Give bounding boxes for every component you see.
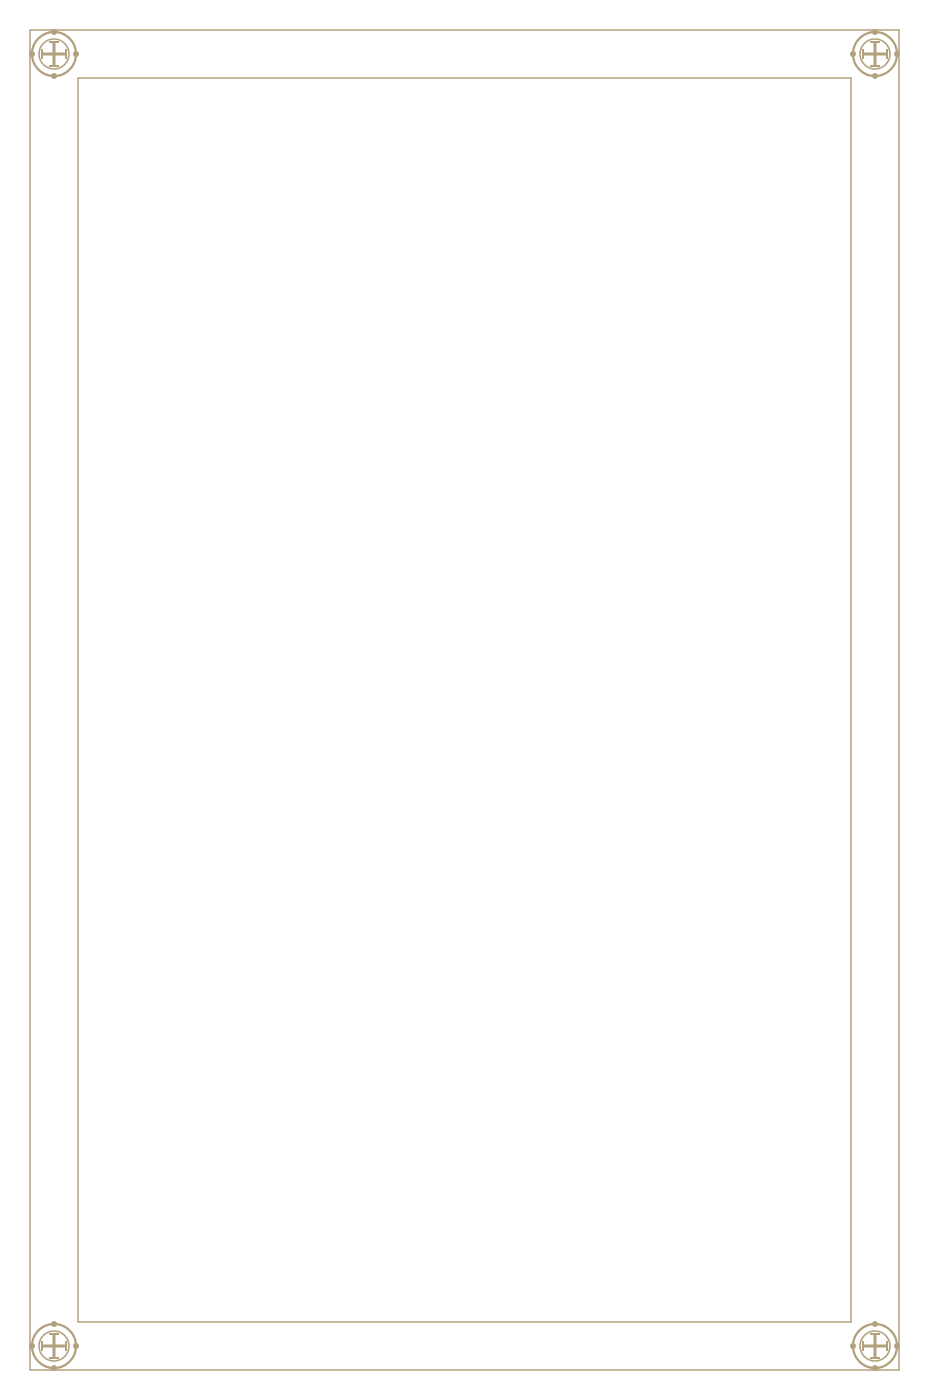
cross-medallion-icon <box>29 29 79 79</box>
cross-medallion-icon <box>850 29 900 79</box>
cross-medallion-icon <box>850 1321 900 1371</box>
cross-medallion-icon <box>29 1321 79 1371</box>
